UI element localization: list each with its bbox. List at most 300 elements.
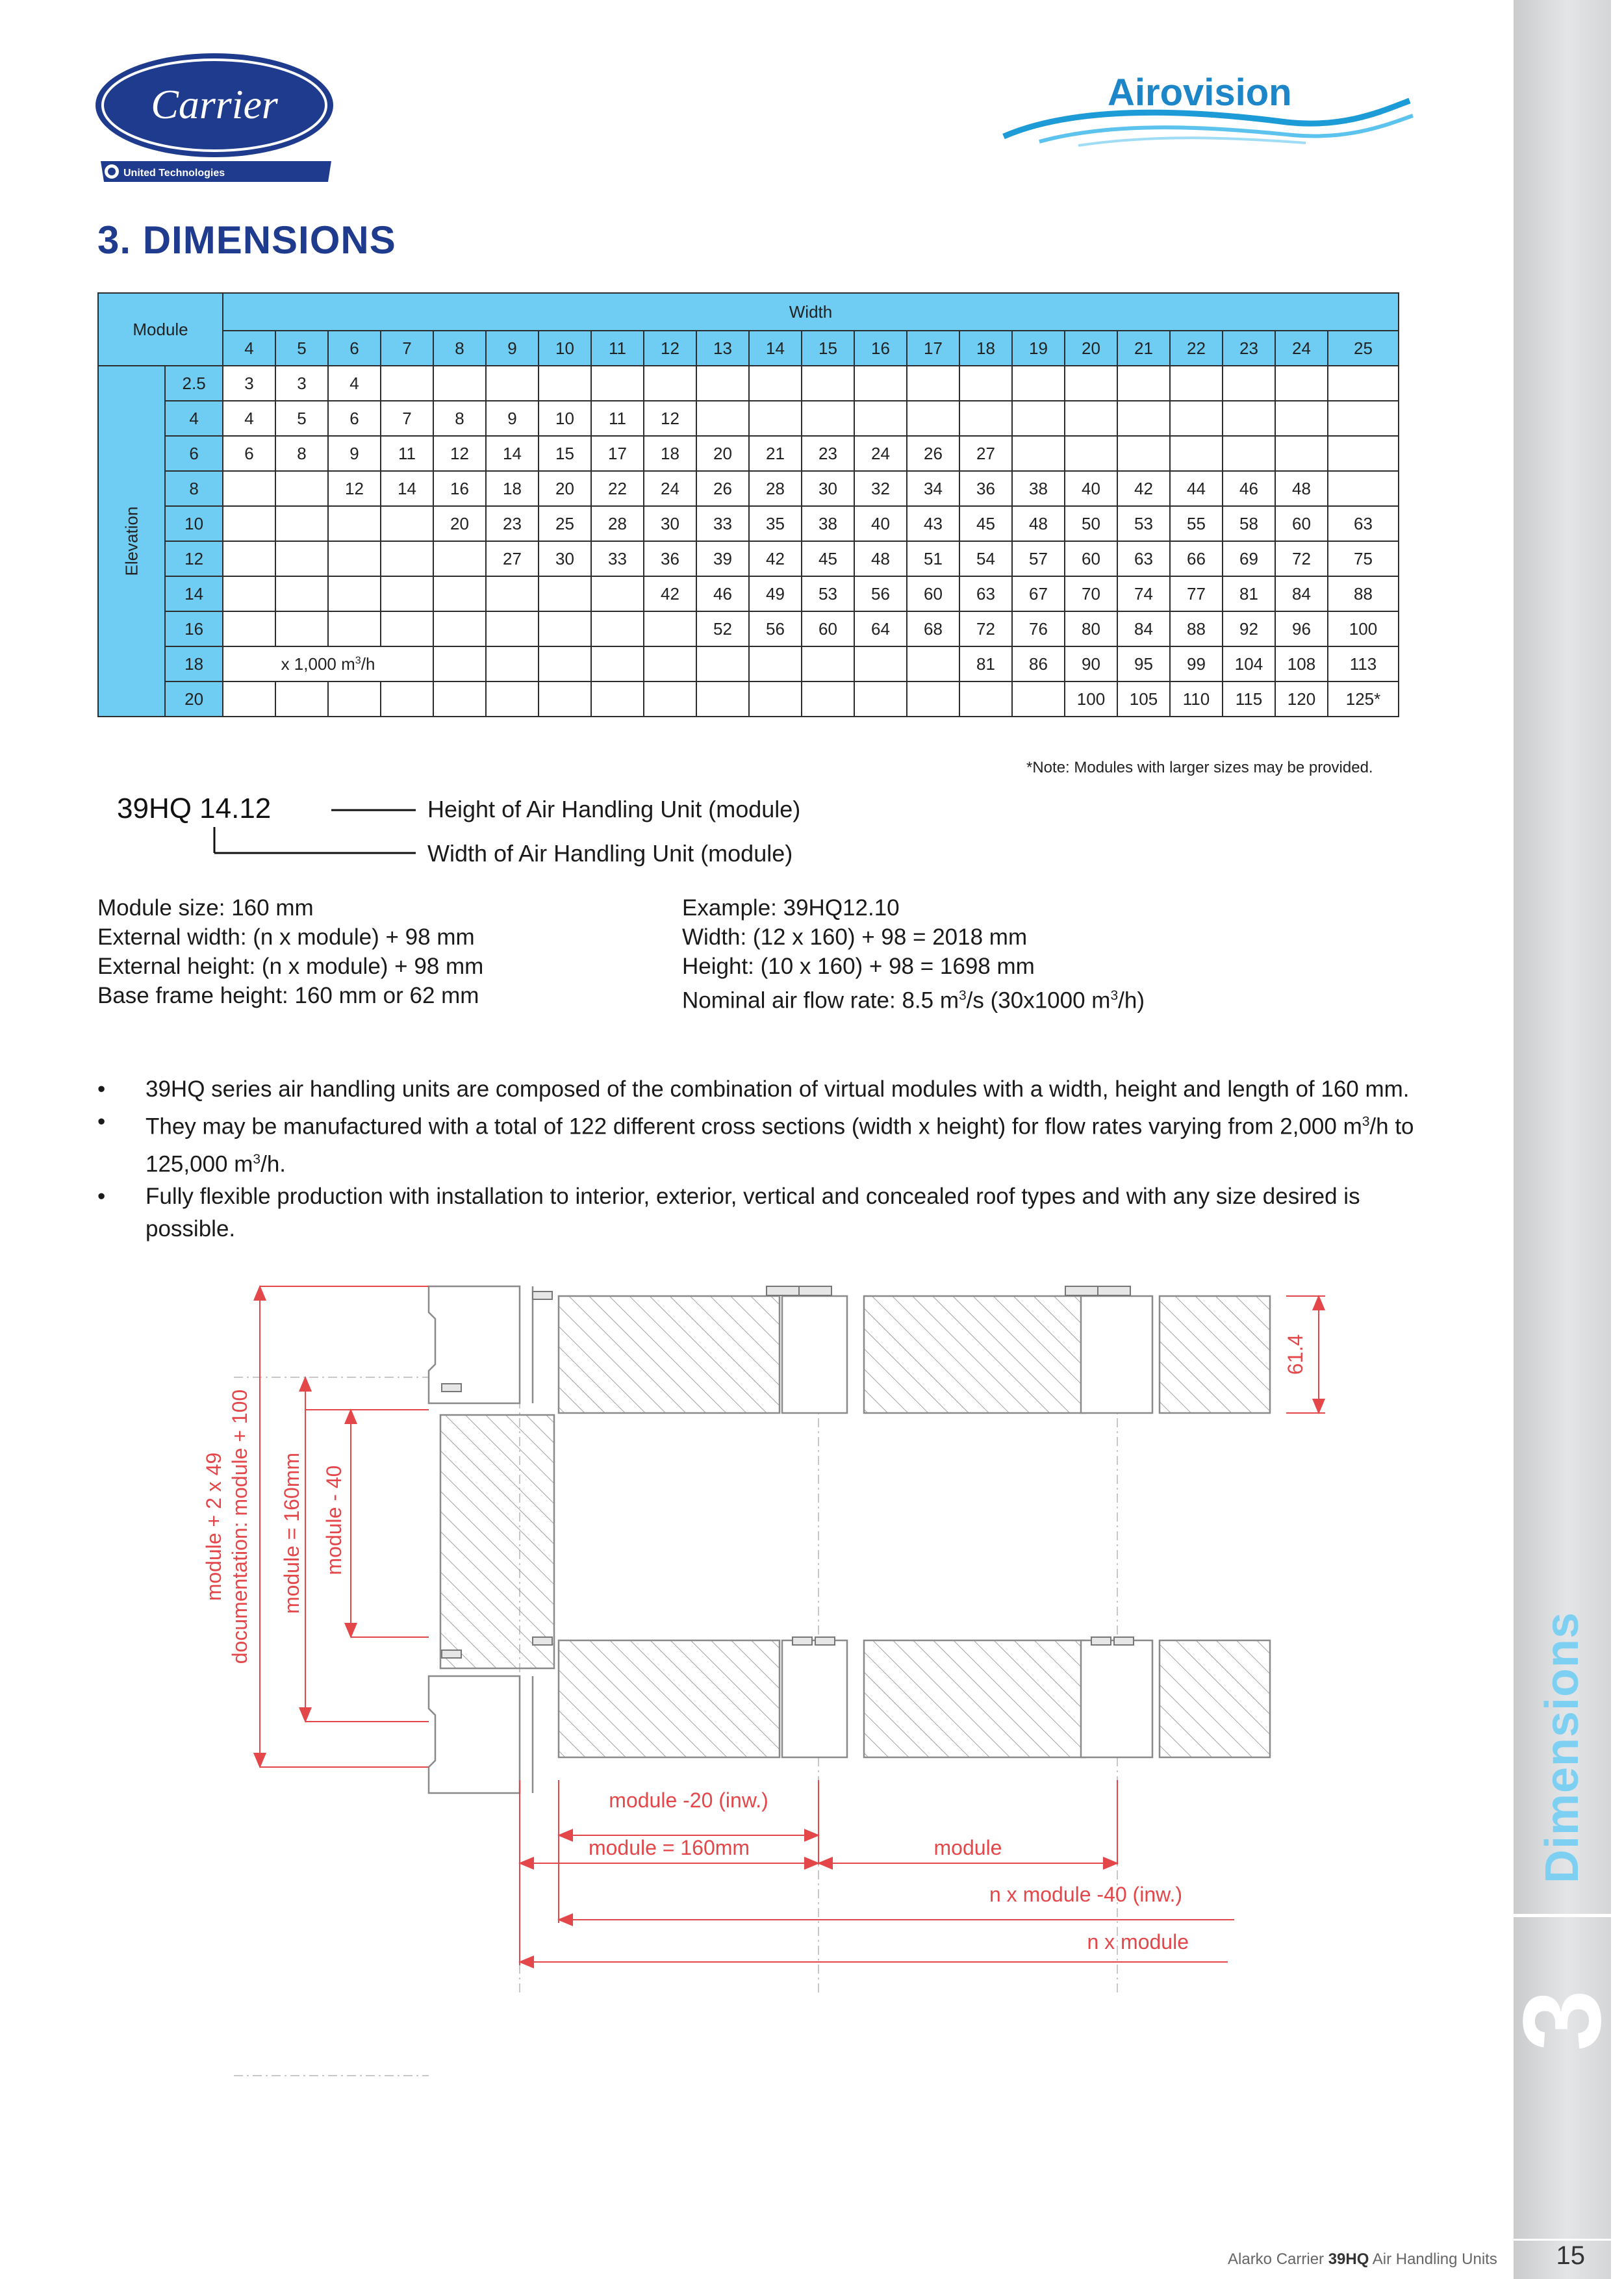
table-cell: [539, 611, 591, 646]
table-elevation-value: 14: [165, 576, 223, 611]
table-cell: [486, 646, 539, 681]
airovision-logo-text: Airovision: [1108, 71, 1292, 114]
table-cell: 3: [223, 366, 275, 401]
table-cell: 39: [696, 541, 749, 576]
table-width-value: 18: [959, 331, 1012, 366]
table-elevation-value: 6: [165, 436, 223, 471]
table-cell: [223, 541, 275, 576]
table-cell: 14: [486, 436, 539, 471]
table-cell: 45: [959, 506, 1012, 541]
dim-label-module-20: module -20 (inw.): [609, 1789, 768, 1812]
spec-example-flow: Nominal air flow rate: 8.5 $m^3/s$ (30x1000 $m^3/h$): [682, 987, 1145, 1013]
table-cell: [907, 401, 959, 436]
table-cell: 26: [907, 436, 959, 471]
spec-base-frame: Base frame height: 160 mm or 62 mm: [97, 983, 479, 1008]
table-cell: [644, 646, 696, 681]
table-cell: [1328, 436, 1399, 471]
dim-label-module-eq: module = 160mm: [588, 1836, 750, 1859]
feature-bullets: [97, 1073, 1423, 1245]
table-cell: 96: [1275, 611, 1328, 646]
table-cell: [959, 401, 1012, 436]
table-cell: 66: [1170, 541, 1223, 576]
table-cell: [1328, 366, 1399, 401]
table-cell: [802, 646, 854, 681]
sidebar-divider: [1514, 1914, 1611, 1917]
table-cell: 60: [1065, 541, 1117, 576]
table-cell: [1012, 681, 1065, 717]
dim-label-module-minus40: module - 40: [322, 1465, 346, 1575]
table-cell: 18: [644, 436, 696, 471]
table-cell: [591, 646, 644, 681]
table-cell: [802, 401, 854, 436]
table-cell: 24: [644, 471, 696, 506]
spec-module-size: Module size: 160 mm: [97, 895, 314, 921]
spec-right-block: [682, 893, 1145, 1015]
table-cell: [696, 401, 749, 436]
table-cell: [854, 681, 907, 717]
table-cell: [696, 681, 749, 717]
table-cell: [486, 576, 539, 611]
table-cell: [802, 366, 854, 401]
table-cell: 18: [486, 471, 539, 506]
table-row: [98, 681, 1399, 717]
table-width-value: 16: [854, 331, 907, 366]
section-title: 3. DIMENSIONS: [97, 218, 396, 262]
table-cell: 54: [959, 541, 1012, 576]
table-cell: 74: [1117, 576, 1170, 611]
table-cell: 68: [907, 611, 959, 646]
table-cell: [223, 471, 275, 506]
table-cell: 113: [1328, 646, 1399, 681]
table-cell: [907, 646, 959, 681]
spec-left-block: [97, 893, 483, 1010]
table-cell: 42: [644, 576, 696, 611]
table-cell: [1012, 436, 1065, 471]
table-row: [98, 436, 1399, 471]
table-cell: [433, 366, 486, 401]
model-code: 39HQ 14.12: [117, 793, 272, 824]
model-code-leader-lines: [208, 802, 429, 861]
table-cell: 38: [1012, 471, 1065, 506]
table-cell: [1065, 366, 1117, 401]
table-cell: [854, 646, 907, 681]
table-width-value: 13: [696, 331, 749, 366]
table-cell: [433, 611, 486, 646]
table-cell: 125*: [1328, 681, 1399, 717]
table-cell: 16: [433, 471, 486, 506]
carrier-logo: [94, 52, 335, 185]
table-cell: 49: [749, 576, 802, 611]
table-cell: 4: [223, 401, 275, 436]
table-cell: 12: [644, 401, 696, 436]
table-cell: 60: [1275, 506, 1328, 541]
table-cell: 15: [539, 436, 591, 471]
table-cell: [275, 506, 328, 541]
table-cell: [1170, 366, 1223, 401]
table-cell: 23: [802, 436, 854, 471]
table-elevation-label: Elevation: [121, 506, 142, 576]
table-cell: 90: [1065, 646, 1117, 681]
table-cell: 104: [1223, 646, 1275, 681]
table-cell: [1275, 366, 1328, 401]
table-cell: [1012, 366, 1065, 401]
table-cell: [907, 366, 959, 401]
table-cell: 60: [802, 611, 854, 646]
table-cell: [1328, 471, 1399, 506]
table-width-value: 10: [539, 331, 591, 366]
table-cell: [1223, 436, 1275, 471]
table-cell: [328, 541, 381, 576]
table-cell: 75: [1328, 541, 1399, 576]
table-cell: [644, 681, 696, 717]
table-cell: 48: [1012, 506, 1065, 541]
table-cell: 30: [644, 506, 696, 541]
table-cell: [381, 681, 433, 717]
table-elevation-value: 18: [165, 646, 223, 681]
table-cell: [696, 366, 749, 401]
table-cell: [1170, 436, 1223, 471]
table-cell: [749, 681, 802, 717]
table-cell: 28: [591, 506, 644, 541]
table-cell: [328, 611, 381, 646]
table-cell: 6: [223, 436, 275, 471]
table-cell: 20: [433, 506, 486, 541]
table-cell: 100: [1065, 681, 1117, 717]
table-cell: 8: [275, 436, 328, 471]
carrier-sub-text: United Technologies: [123, 168, 225, 179]
table-cell: 50: [1065, 506, 1117, 541]
table-cell: [1117, 401, 1170, 436]
table-cell: [907, 681, 959, 717]
table-cell: 80: [1065, 611, 1117, 646]
table-width-value: 4: [223, 331, 275, 366]
table-cell: 35: [749, 506, 802, 541]
table-cell: 40: [1065, 471, 1117, 506]
table-cell: [223, 576, 275, 611]
table-cell: 10: [539, 401, 591, 436]
table-cell: [1065, 436, 1117, 471]
spec-example-width: Width: (12 x 160) + 98 = 2018 mm: [682, 924, 1028, 950]
table-cell: [223, 681, 275, 717]
table-elevation-value: 16: [165, 611, 223, 646]
table-cell: 4: [328, 366, 381, 401]
table-cell: [486, 681, 539, 717]
table-cell: [854, 401, 907, 436]
table-cell: [486, 366, 539, 401]
table-cell: [381, 506, 433, 541]
table-width-value: 11: [591, 331, 644, 366]
page-number: 15: [1556, 2241, 1585, 2270]
table-cell: [959, 366, 1012, 401]
table-header-row: [98, 293, 1399, 331]
table-cell: [433, 646, 486, 681]
table-cell: [223, 611, 275, 646]
table-cell: [591, 681, 644, 717]
table-cell: [591, 576, 644, 611]
table-width-value: 15: [802, 331, 854, 366]
table-cell: 52: [696, 611, 749, 646]
table-width-value: 5: [275, 331, 328, 366]
table-row: [98, 646, 1399, 681]
table-cell: [1275, 401, 1328, 436]
table-cell: [1117, 366, 1170, 401]
table-width-values-row: [98, 331, 1399, 366]
table-cell: [275, 681, 328, 717]
table-cell: [959, 681, 1012, 717]
table-width-value: 9: [486, 331, 539, 366]
table-cell: [328, 681, 381, 717]
table-cell: 25: [539, 506, 591, 541]
table-cell: 48: [1275, 471, 1328, 506]
table-cell: 26: [696, 471, 749, 506]
table-cell: [486, 611, 539, 646]
table-cell: 86: [1012, 646, 1065, 681]
dimensions-table: [97, 292, 1399, 717]
table-cell: 38: [802, 506, 854, 541]
table-cell: 40: [854, 506, 907, 541]
table-cell: [1117, 436, 1170, 471]
table-cell: 81: [1223, 576, 1275, 611]
table-cell: 24: [854, 436, 907, 471]
table-cell: 110: [1170, 681, 1223, 717]
table-cell: 72: [1275, 541, 1328, 576]
table-cell: [854, 366, 907, 401]
table-width-value: 12: [644, 331, 696, 366]
table-cell: [433, 681, 486, 717]
table-cell: [1223, 401, 1275, 436]
table-cell: 30: [802, 471, 854, 506]
spec-external-height: External height: (n x module) + 98 mm: [97, 954, 484, 979]
table-row: [98, 541, 1399, 576]
table-elevation-value: 20: [165, 681, 223, 717]
table-cell: [328, 576, 381, 611]
table-cell: [275, 611, 328, 646]
airovision-logo: [1000, 65, 1416, 153]
sidebar-band: [1501, 0, 1624, 2279]
table-elevation-header: [98, 366, 165, 717]
table-cell: 120: [1275, 681, 1328, 717]
table-cell: 57: [1012, 541, 1065, 576]
table-width-value: 21: [1117, 331, 1170, 366]
table-width-value: 8: [433, 331, 486, 366]
table-cell: [433, 541, 486, 576]
spec-example-height: Height: (10 x 160) + 98 = 1698 mm: [682, 954, 1035, 979]
table-cell: 48: [854, 541, 907, 576]
table-cell: [539, 681, 591, 717]
table-width-value: 6: [328, 331, 381, 366]
table-cell: 67: [1012, 576, 1065, 611]
table-cell: 63: [959, 576, 1012, 611]
table-cell: [1012, 401, 1065, 436]
table-cell: 9: [328, 436, 381, 471]
table-cell: [802, 681, 854, 717]
table-cell: 11: [381, 436, 433, 471]
table-cell: [1170, 401, 1223, 436]
table-width-value: 7: [381, 331, 433, 366]
table-cell: 33: [696, 506, 749, 541]
table-cell: 12: [328, 471, 381, 506]
table-cell: 44: [1170, 471, 1223, 506]
table-cell: 42: [749, 541, 802, 576]
table-cell: [275, 471, 328, 506]
table-cell: 63: [1328, 506, 1399, 541]
table-cell: 33: [591, 541, 644, 576]
table-cell: [275, 541, 328, 576]
table-cell: 64: [854, 611, 907, 646]
table-cell: 21: [749, 436, 802, 471]
table-module-header: Module: [98, 293, 223, 366]
table-cell: 55: [1170, 506, 1223, 541]
table-cell: [1275, 436, 1328, 471]
table-cell: [749, 401, 802, 436]
table-elevation-value: 4: [165, 401, 223, 436]
table-cell: [1328, 401, 1399, 436]
dim-label-614: 61.4: [1284, 1334, 1307, 1375]
dim-label-module: module: [933, 1836, 1002, 1859]
table-cell: 105: [1117, 681, 1170, 717]
table-cell: 46: [696, 576, 749, 611]
table-cell: 81: [959, 646, 1012, 681]
table-row: [98, 611, 1399, 646]
table-cell: 8: [433, 401, 486, 436]
table-cell: [1223, 366, 1275, 401]
dim-label-documentation: documentation: module + 100: [228, 1389, 251, 1664]
table-width-value: 24: [1275, 331, 1328, 366]
spec-external-width: External width: (n x module) + 98 mm: [97, 924, 475, 950]
dim-label-module-160: module = 160mm: [280, 1452, 303, 1614]
table-cell: 88: [1170, 611, 1223, 646]
table-cell: 23: [486, 506, 539, 541]
table-elevation-value: 10: [165, 506, 223, 541]
dim-label-module-2x49: module + 2 x 49: [202, 1452, 225, 1601]
table-cell: [749, 366, 802, 401]
table-cell: 34: [907, 471, 959, 506]
table-cell: 108: [1275, 646, 1328, 681]
table-cell: 3: [275, 366, 328, 401]
table-cell: 11: [591, 401, 644, 436]
table-cell: 99: [1170, 646, 1223, 681]
table-cell: 36: [959, 471, 1012, 506]
sidebar-section-label: Dimensions: [1536, 1611, 1588, 1884]
table-cell: 84: [1117, 611, 1170, 646]
table-cell: 53: [802, 576, 854, 611]
table-cell: 51: [907, 541, 959, 576]
table-cell: 9: [486, 401, 539, 436]
table-width-value: 14: [749, 331, 802, 366]
table-row: [98, 506, 1399, 541]
table-cell: 28: [749, 471, 802, 506]
table-row: [98, 401, 1399, 436]
table-cell: 77: [1170, 576, 1223, 611]
carrier-logo-text: Carrier: [151, 81, 278, 127]
table-cell: 58: [1223, 506, 1275, 541]
table-width-value: 23: [1223, 331, 1275, 366]
footer-divider: [1514, 2239, 1611, 2241]
table-cell: 20: [539, 471, 591, 506]
width-label: Width of Air Handling Unit (module): [427, 840, 793, 867]
table-elevation-value: 8: [165, 471, 223, 506]
table-cell: [644, 366, 696, 401]
footer-text: Alarko Carrier 39HQ Air Handling Units: [1228, 2250, 1497, 2268]
table-width-value: 17: [907, 331, 959, 366]
table-cell: [381, 541, 433, 576]
table-cell: 56: [854, 576, 907, 611]
table-cell: 30: [539, 541, 591, 576]
table-cell: 17: [591, 436, 644, 471]
dim-label-n-minus40: n x module -40 (inw.): [989, 1883, 1182, 1906]
table-width-value: 20: [1065, 331, 1117, 366]
table-row: [98, 366, 1399, 401]
table-cell: [433, 576, 486, 611]
table-row: [98, 471, 1399, 506]
table-cell: 14: [381, 471, 433, 506]
table-cell: 12: [433, 436, 486, 471]
table-cell: 42: [1117, 471, 1170, 506]
table-cell: 36: [644, 541, 696, 576]
table-width-header: Width: [223, 293, 1399, 331]
table-cell: 5: [275, 401, 328, 436]
table-cell: [1065, 401, 1117, 436]
table-cell: 32: [854, 471, 907, 506]
height-label: Height of Air Handling Unit (module): [427, 796, 801, 822]
table-cell: 56: [749, 611, 802, 646]
table-cell: 115: [1223, 681, 1275, 717]
table-cell: [591, 366, 644, 401]
table-cell: [749, 646, 802, 681]
table-cell: 27: [959, 436, 1012, 471]
table-cell: 6: [328, 401, 381, 436]
table-cell: [539, 366, 591, 401]
frame-section-drawing: [182, 1273, 1338, 1988]
table-cell: 84: [1275, 576, 1328, 611]
bullet-item: • Fully flexible production with installation to interior, exterior, vertical and concealed roof types and with any size desired is possible.: [97, 1184, 1360, 1242]
table-width-value: 19: [1012, 331, 1065, 366]
table-width-value: 22: [1170, 331, 1223, 366]
table-cell: 46: [1223, 471, 1275, 506]
table-cell: 72: [959, 611, 1012, 646]
table-cell: 43: [907, 506, 959, 541]
table-cell: 7: [381, 401, 433, 436]
table-cell: [591, 611, 644, 646]
table-cell: 20: [696, 436, 749, 471]
sidebar-section-number: 3: [1501, 1989, 1624, 2052]
table-cell: 60: [907, 576, 959, 611]
table-cell: [696, 646, 749, 681]
table-elevation-value: 2.5: [165, 366, 223, 401]
bullet-item: • 39HQ series air handling units are composed of the combination of virtual modules with a width, height and length of 160 mm.: [97, 1076, 1410, 1102]
bullet-item: • They may be manufactured with a total of 122 different cross sections (width x height) for flow rates varying from 2,000 $m^3/h$ to 125,000 $m^3/h$.: [97, 1109, 1414, 1177]
table-units-note: x 1,000 $m^3/h$: [223, 646, 433, 681]
table-width-value: 25: [1328, 331, 1399, 366]
table-cell: [539, 576, 591, 611]
table-cell: 63: [1117, 541, 1170, 576]
table-cell: 100: [1328, 611, 1399, 646]
table-cell: [381, 366, 433, 401]
table-cell: [328, 506, 381, 541]
table-cell: [644, 611, 696, 646]
dim-label-n-module: n x module: [1087, 1930, 1189, 1954]
table-cell: 88: [1328, 576, 1399, 611]
table-cell: [381, 576, 433, 611]
table-cell: 22: [591, 471, 644, 506]
table-cell: [223, 506, 275, 541]
table-cell: 92: [1223, 611, 1275, 646]
table-elevation-value: 12: [165, 541, 223, 576]
table-cell: 53: [1117, 506, 1170, 541]
table-cell: 70: [1065, 576, 1117, 611]
table-row: [98, 576, 1399, 611]
table-cell: 95: [1117, 646, 1170, 681]
